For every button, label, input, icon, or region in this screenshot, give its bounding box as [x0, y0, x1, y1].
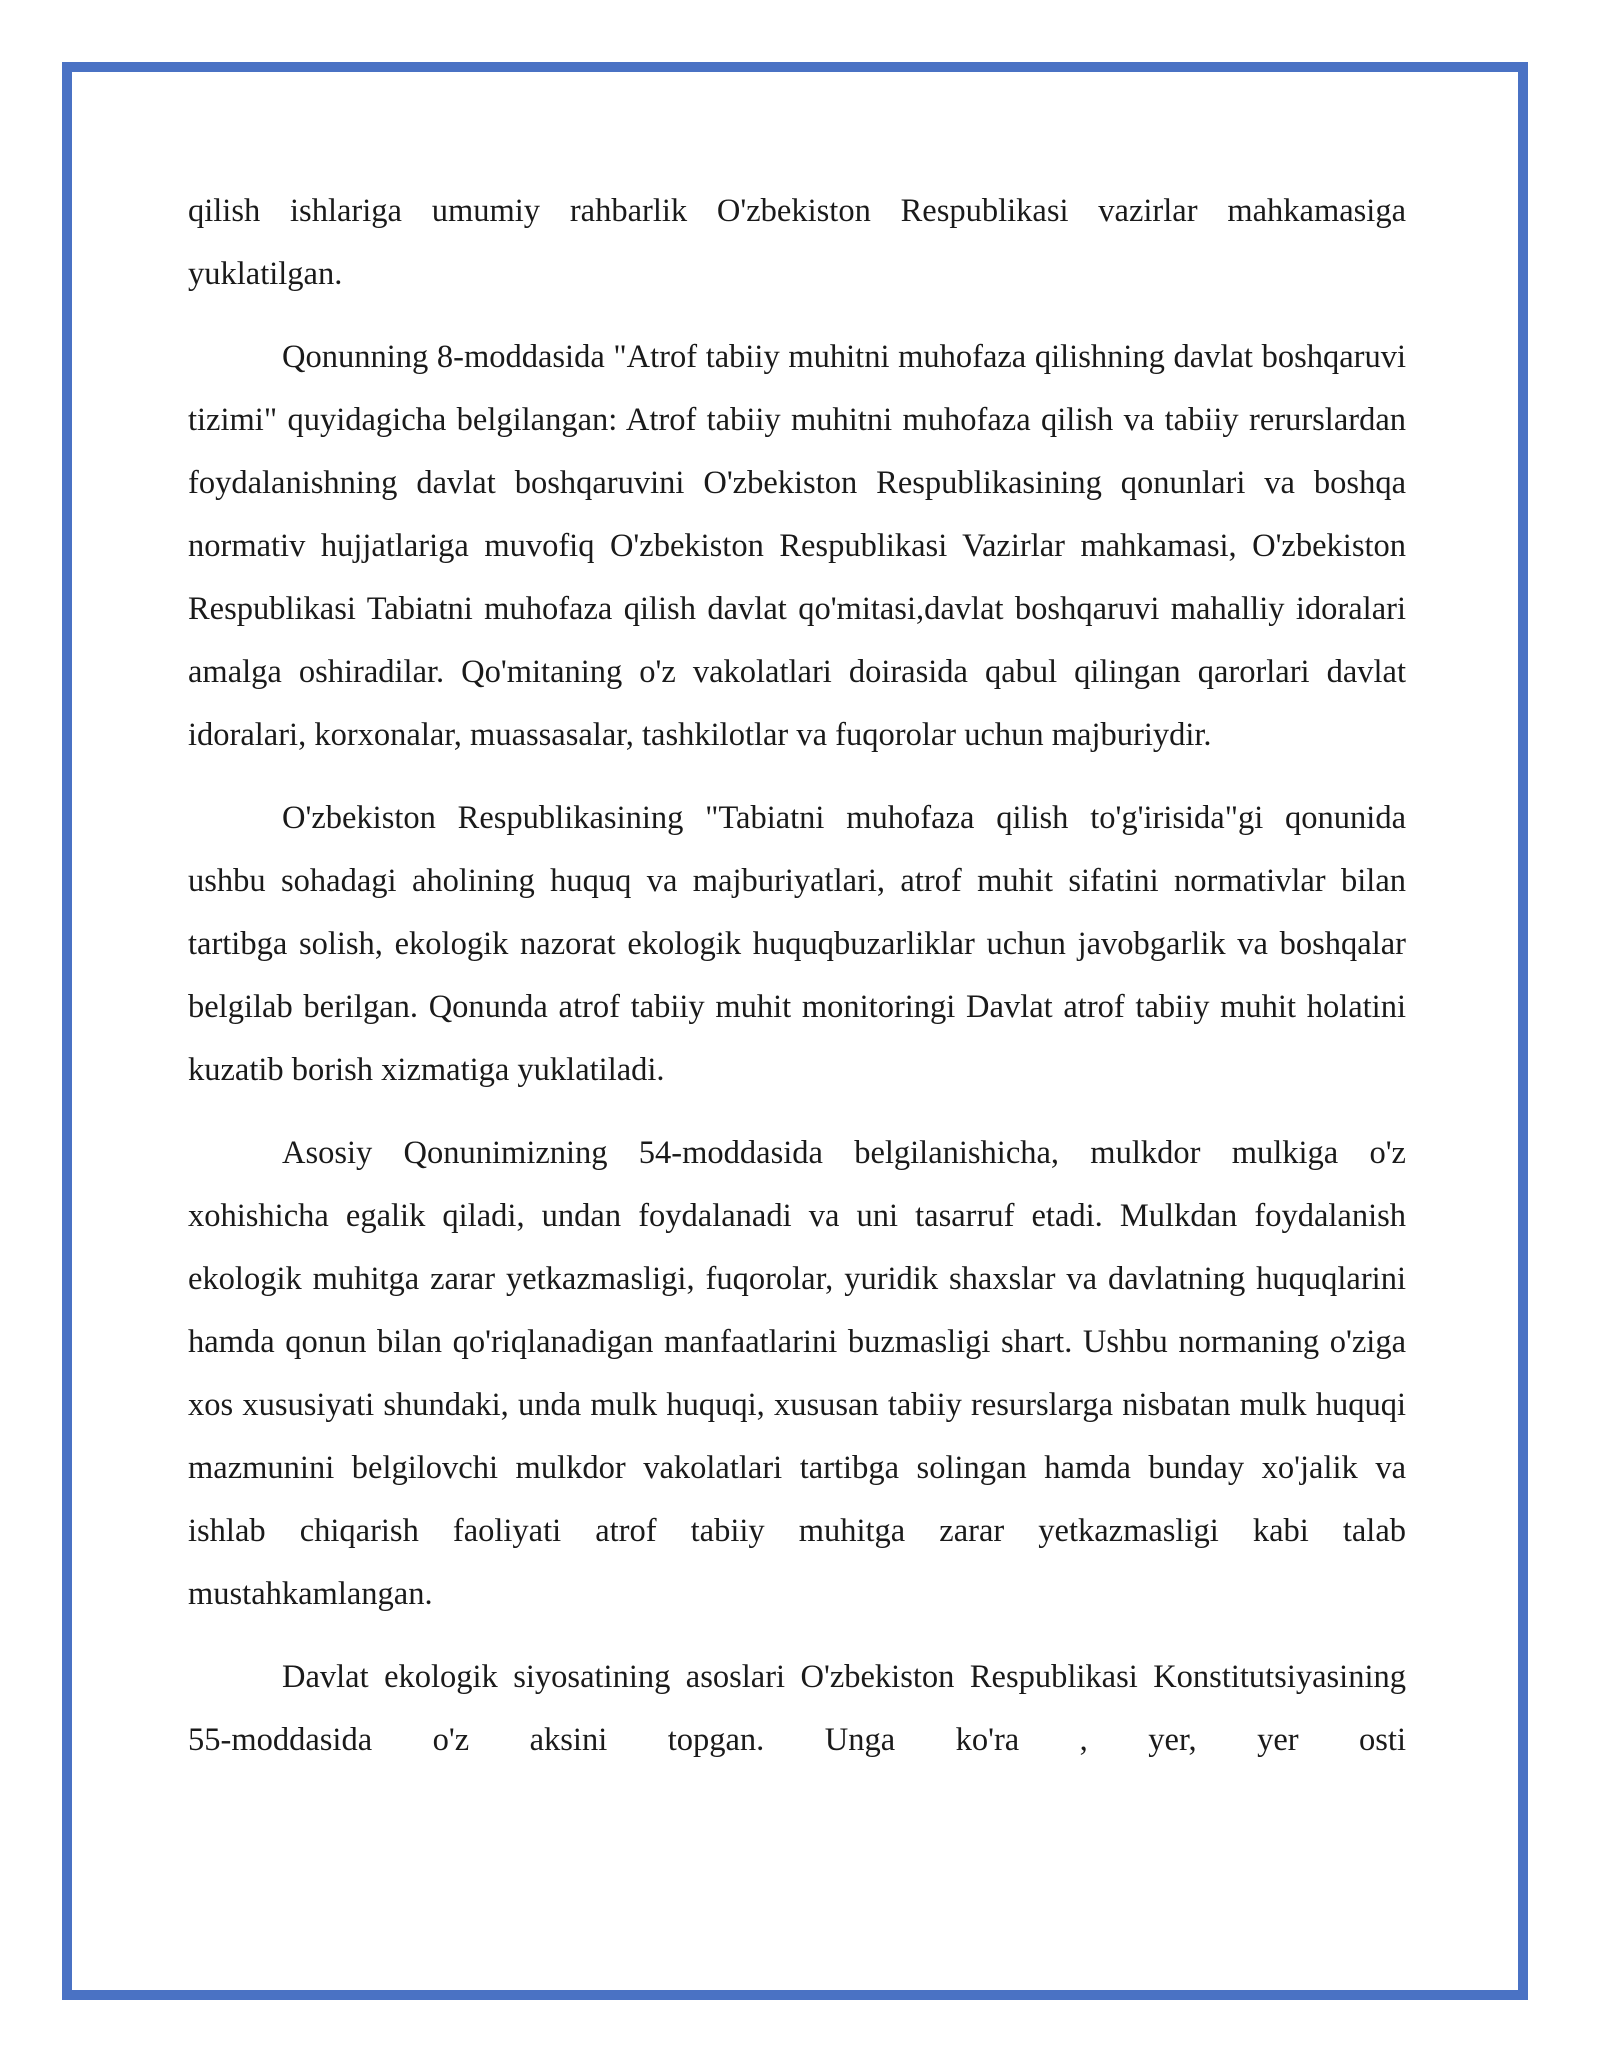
paragraph-5: Davlat ekologik siyosatining asoslari O'zbekiston Respublikasi Konstitutsiyasining 55-moddasida o'z aksini topgan. Unga ko'ra , yer, yer osti — [188, 1659, 1406, 1758]
paragraph-1: qilish ishlariga umumiy rahbarlik O'zbekiston Respublikasi vazirlar mahkamasiga yuklatilgan. — [188, 193, 1406, 292]
paragraph-4: Asosiy Qonunimizning 54-moddasida belgilanishicha, mulkdor mulkiga o'z xohishicha egalik qiladi, undan foydalanadi va uni tasarruf etadi. Mulkdan foydalanish ekologik muhitga zarar yetkazmasligi, fuqorolar, yuridik shaxslar va davlatning huquqlarini hamda qonun bilan qo'riqlanadigan manfaatlarini buzmasligi shart. Ushbu normaning o'ziga xos xususiyati shundaki, unda mulk huquqi, xususan tabiiy resurslarga nisbatan mulk huquqi mazmunini belgilovchi mulkdor vakolatlari tartibga solingan hamda bunday xo'jalik va ishlab chiqarish faoliyati atrof tabiiy muhitga zarar yetkazmasligi kabi talab mustahkamlangan. — [188, 1135, 1406, 1612]
paragraph-3: O'zbekiston Respublikasining "Tabiatni muhofaza qilish to'g'irisida"gi qonunida ushbu sohadagi aholining huquq va majburiyatlari, atrof muhit sifatini normativlar bilan tartibga solish, ekologik nazorat ekologik huquqbuzarliklar uchun javobgarlik va boshqalar belgilab berilgan. Qonunda atrof tabiiy muhit monitoringi Davlat atrof tabiiy muhit holatini kuzatib borish xizmatiga yuklatiladi. — [188, 800, 1406, 1088]
paragraph-2: Qonunning 8-moddasida "Atrof tabiiy muhitni muhofaza qilishning davlat boshqaruvi tizimi" quyidagicha belgilangan: Atrof tabiiy muhitni muhofaza qilish va tabiiy rerurslardan foydalanishning davlat boshqaruvini O'zbekiston Respublikasining qonunlari va boshqa normativ hujjatlariga muvofiq O'zbekiston Respublikasi Vazirlar mahkamasi, O'zbekiston Respublikasi Tabiatni muhofaza qilish davlat qo'mitasi,davlat boshqaruvi mahalliy idoralari amalga oshiradilar. Qo'mitaning o'z vakolatlari doirasida qabul qilingan qarorlari davlat idoralari, korxonalar, muassasalar, tashkilotlar va fuqorolar uchun majburiydir. — [188, 339, 1406, 753]
document-body — [188, 180, 1406, 1792]
